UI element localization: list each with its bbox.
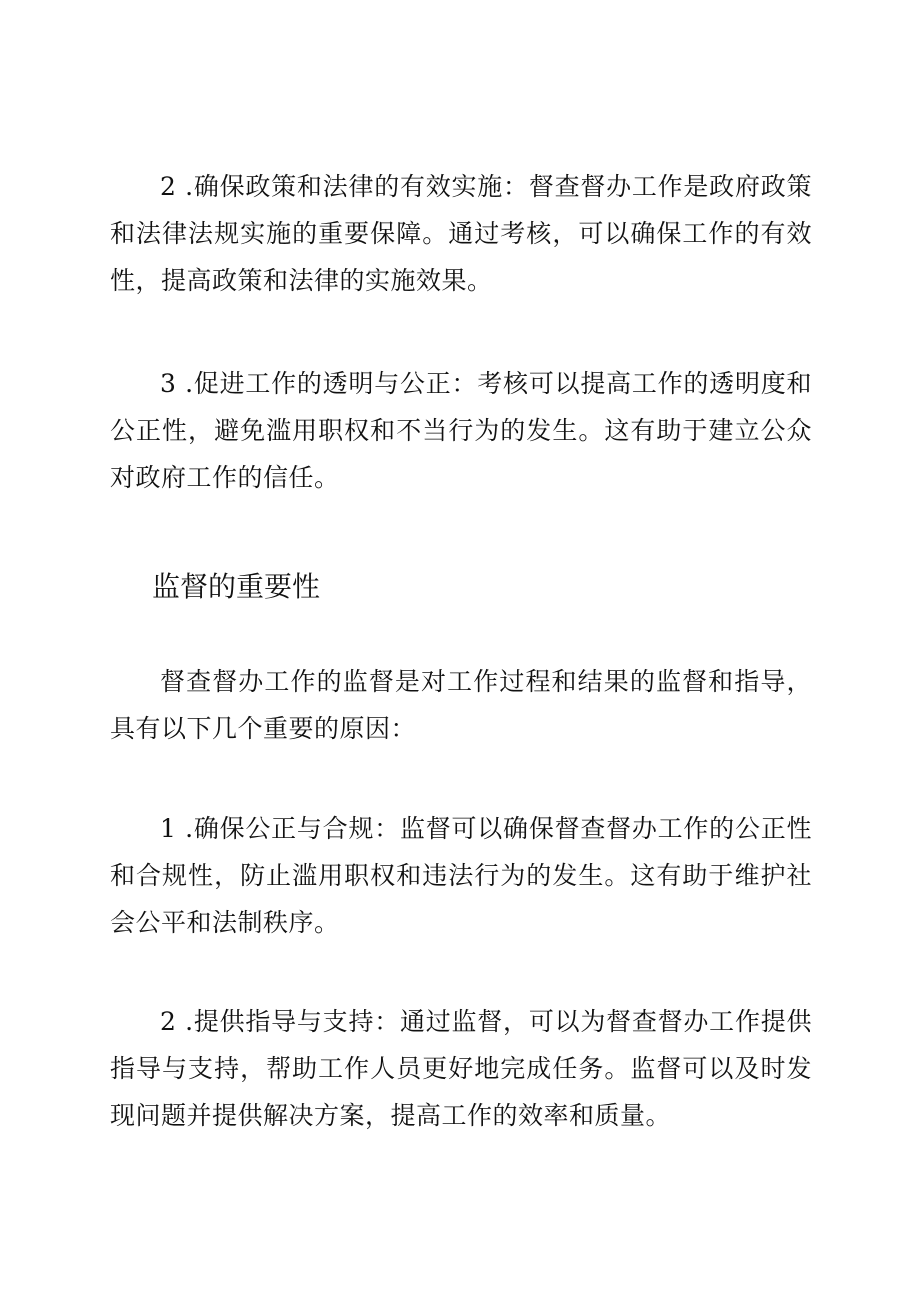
paragraph-ensure-fairness-compliance: 1 .确保公正与合规：监督可以确保督查督办工作的公正性和合规性，防止滥用职权和违法行为的发生。这有助于维护社会公平和法制秩序。 xyxy=(110,814,812,937)
paragraph-guidance-support: 2 .提供指导与支持：通过监督，可以为督查督办工作提供指导与支持，帮助工作人员更好地完成任务。监督可以及时发现问题并提供解决方案，提高工作的效率和质量。 xyxy=(110,1007,812,1130)
paragraph-supervision-intro: 督查督办工作的监督是对工作过程和结果的监督和指导，具有以下几个重要的原因： xyxy=(110,667,812,743)
paragraph-transparency-fairness: 3 .促进工作的透明与公正：考核可以提高工作的透明度和公正性，避免滥用职权和不当行为的发生。这有助于建立公众对政府工作的信任。 xyxy=(110,369,812,492)
paragraph-policy-implementation: 2 .确保政策和法律的有效实施：督查督办工作是政府政策和法律法规实施的重要保障。通过考核，可以确保工作的有效性，提高政策和法律的实施效果。 xyxy=(110,172,812,295)
section-heading: 监督的重要性 xyxy=(152,570,321,603)
